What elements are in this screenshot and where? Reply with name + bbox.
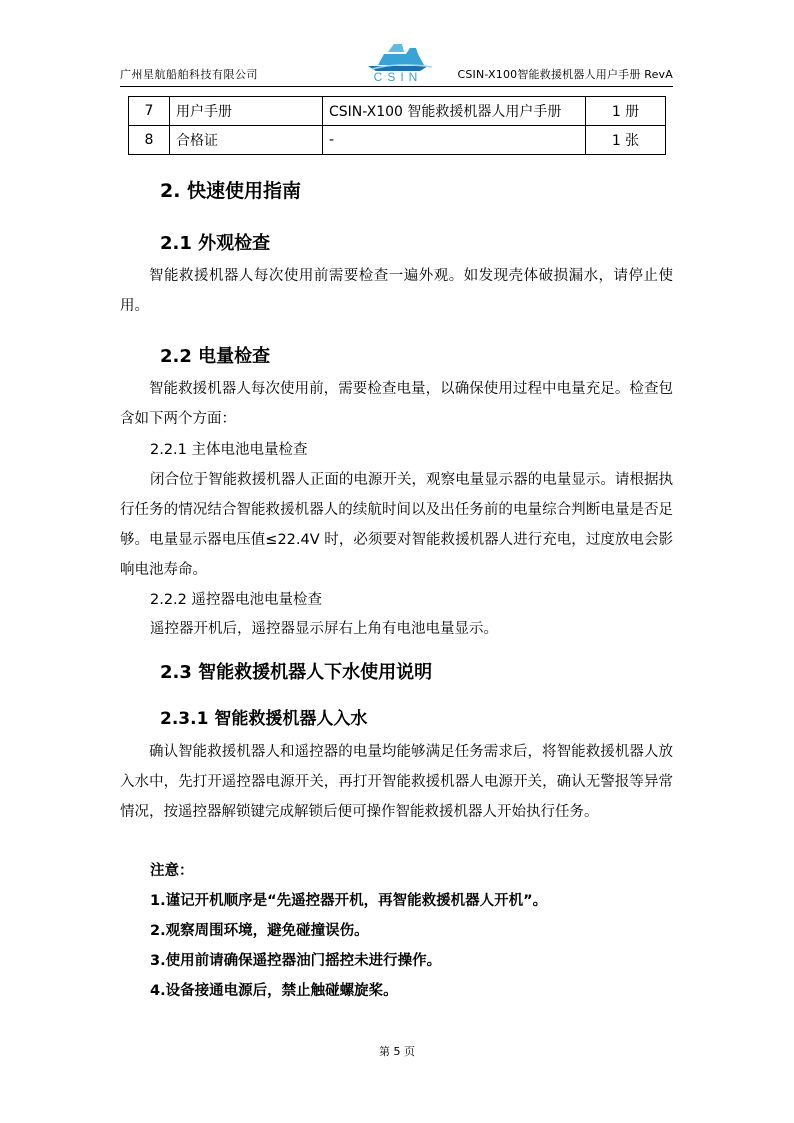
table-row [129, 97, 666, 126]
paragraph-main-battery: 闭合位于智能救援机器人正面的电源开关，观察电量显示器的电量显示。请根据执行任务的情况结合智能救援机器人的续航时间以及出任务前的电量综合判断电量是否足够。电量显示器电压值≤22.4V 时，必须要对智能救援机器人进行充电，过度放电会影响电池寿命。 [120, 472, 673, 578]
subsection-title-2-1: 2.1 外观检查 [160, 233, 271, 254]
row-number: 8 [129, 126, 170, 155]
heading-2-3-1: 2.3.1 智能救援机器人入水 [160, 709, 368, 729]
ship-logo-icon [358, 40, 438, 74]
heading-2-2-2: 2.2.2 遥控器电池电量检查 [150, 592, 323, 608]
header-doc-title: CSIN-X100智能救援机器人用户手册 RevA [457, 68, 673, 81]
note-item: 1.谨记开机顺序是“先遥控器开机，再智能救援机器人开机”。 [150, 893, 548, 909]
page-number: 第 5 页 [379, 1045, 415, 1058]
row-name: 用户手册 [170, 97, 323, 126]
row-qty: 1 张 [586, 126, 666, 155]
header-rule [120, 86, 673, 87]
note-item: 4.设备接通电源后，禁止触碰螺旋桨。 [150, 983, 398, 999]
table-row [129, 126, 666, 155]
row-number: 7 [129, 97, 170, 126]
row-qty: 1 册 [586, 97, 666, 126]
paragraph-appearance-check: 智能救援机器人每次使用前需要检查一遍外观。如发现壳体破损漏水，请停止使用。 [120, 268, 673, 314]
row-desc: CSIN-X100 智能救援机器人用户手册 [323, 97, 586, 126]
logo-text: CSIN [373, 70, 423, 84]
note-item: 3.使用前请确保遥控器油门摇控未进行操作。 [150, 953, 442, 969]
header-company: 广州星航船舶科技有限公司 [120, 68, 258, 81]
heading-2-2-1: 2.2.1 主体电池电量检查 [150, 442, 308, 458]
note-title: 注意： [150, 863, 194, 879]
row-name: 合格证 [170, 126, 323, 155]
paragraph-battery-check: 智能救援机器人每次使用前，需要检查电量，以确保使用过程中电量充足。检查包含如下两个方面： [120, 381, 673, 427]
company-logo [358, 40, 438, 86]
section-title: 2. 快速使用指南 [160, 180, 302, 202]
paragraph-remote-battery: 遥控器开机后，遥控器显示屏右上角有电池电量显示。 [150, 621, 498, 637]
paragraph-entering-water: 确认智能救援机器人和遥控器的电量均能够满足任务需求后，将智能救援机器人放入水中，先打开遥控器电源开关，再打开智能救援机器人电源开关，确认无警报等异常情况，按遥控器解锁键完成解锁后便可操作智能救援机器人开始执行任务。 [120, 744, 673, 820]
packing-list-table [128, 96, 666, 155]
subsection-title-2-2: 2.2 电量检查 [160, 346, 271, 367]
row-desc: - [323, 126, 586, 155]
note-item: 2.观察周围环境，避免碰撞误伤。 [150, 923, 369, 939]
subsection-title-2-3: 2.3 智能救援机器人下水使用说明 [160, 662, 433, 683]
